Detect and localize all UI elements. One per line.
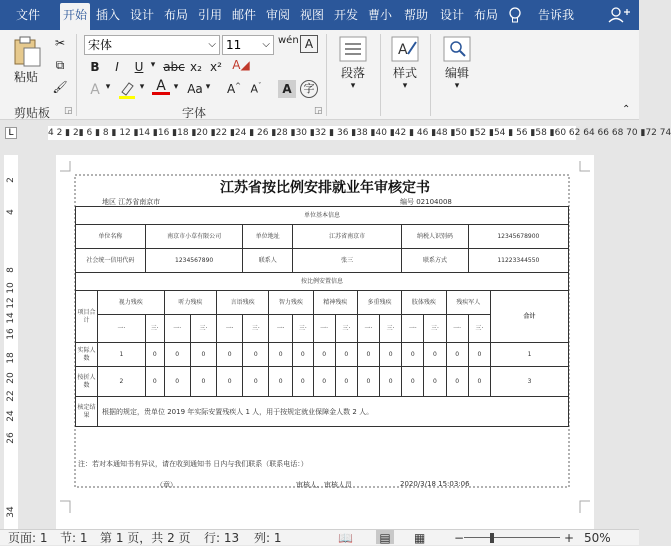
total-header: 合计 xyxy=(491,291,569,343)
tab-home[interactable]: 开始 xyxy=(60,3,90,30)
text-effects-icon[interactable]: A xyxy=(90,82,100,98)
ruler-number: 18 xyxy=(6,352,16,364)
strikethrough-button[interactable]: abc xyxy=(163,60,185,74)
category-header: 智力残疾 xyxy=(269,291,313,315)
group-divider xyxy=(380,34,381,116)
data-cell: 0 xyxy=(446,367,468,397)
grade-cell: 三· xyxy=(145,315,164,343)
grade-cell: 三· xyxy=(190,315,216,343)
data-cell: 0 xyxy=(313,343,335,367)
data-cell: 0 xyxy=(468,367,490,397)
data-cell: 0 xyxy=(357,367,379,397)
zoom-out-button[interactable]: − xyxy=(454,531,465,545)
data-cell: 0 xyxy=(313,367,335,397)
category-header: 多重残疾 xyxy=(357,291,401,315)
grade-cell: 一· xyxy=(98,315,146,343)
chevron-down-icon: ⌵ xyxy=(208,39,216,50)
data-cell: 0 xyxy=(164,367,190,397)
date-text: 2020/3/18 15:03:06 xyxy=(400,480,470,488)
grade-cell: 三· xyxy=(243,315,269,343)
category-header: 听力残疾 xyxy=(164,291,216,315)
chevron-down-icon: ▾ xyxy=(350,81,356,91)
group-divider xyxy=(76,34,77,116)
category-header: 言语残疾 xyxy=(217,291,269,315)
tab-view[interactable]: 视图 xyxy=(299,8,324,22)
shrink-font-icon[interactable]: $A^ˇ$ xyxy=(250,82,262,96)
footnote-text: 注：若对本通知书有异议，请在收到通知书 日内与我们联系（联系电话：） xyxy=(78,460,308,468)
grade-cell: 三· xyxy=(424,315,446,343)
print-layout-icon[interactable]: ▤ xyxy=(376,530,394,544)
change-case-icon[interactable]: Aa xyxy=(187,82,203,96)
page-count[interactable]: 第 1 页，共 2 页 xyxy=(100,531,191,545)
unit-name-value: 南京市小草有限公司 xyxy=(145,225,243,249)
data-cell: 0 xyxy=(243,367,269,397)
column-head-cell: 项目合计 xyxy=(76,291,98,343)
grade-cell: 一· xyxy=(446,315,468,343)
data-cell: 0 xyxy=(468,343,490,367)
column-indicator: 列: 1 xyxy=(254,531,282,545)
contact-value: 张三 xyxy=(293,249,402,273)
zoom-in-button[interactable]: + xyxy=(564,531,575,545)
clipboard-launcher-icon[interactable]: ◲ xyxy=(64,106,73,116)
tab-selector-icon[interactable]: L xyxy=(5,127,17,139)
ruler-number: 8 xyxy=(6,267,16,273)
styles-button[interactable] xyxy=(386,34,424,100)
credit-code-label: 社会统一信用代码 xyxy=(76,249,146,273)
unit-addr-value: 江苏省南京市 xyxy=(293,225,402,249)
phone-label: 联系方式 xyxy=(402,249,468,273)
ruler-number: 24 xyxy=(6,410,16,422)
ruler-number: 14 xyxy=(6,312,16,324)
ribbon-tab-bar xyxy=(0,0,639,30)
ruler-number: 10 xyxy=(6,282,16,294)
ruler-number: 20 xyxy=(6,372,16,384)
tab-review[interactable]: 审阅 xyxy=(265,8,290,22)
collapse-ribbon-icon[interactable]: ⌃ xyxy=(622,104,631,115)
stamp-text: （章） xyxy=(156,481,177,489)
data-cell: 0 xyxy=(269,343,293,367)
font-name-select[interactable] xyxy=(84,35,220,55)
zoom-slider-track[interactable] xyxy=(464,537,560,538)
character-shading-icon[interactable]: A xyxy=(278,80,296,98)
data-cell: 0 xyxy=(380,343,402,367)
contact-label: 联系人 xyxy=(243,249,293,273)
data-cell: 0 xyxy=(424,343,446,367)
data-cell: 0 xyxy=(217,367,243,397)
reviewer-text: 审核人、审核人员 xyxy=(296,481,352,489)
subscript-button[interactable]: x₂ xyxy=(190,60,202,74)
data-cell: 0 xyxy=(164,343,190,367)
zoom-level[interactable]: 50% xyxy=(584,531,611,545)
tax-id-label: 纳税人识别码 xyxy=(402,225,468,249)
unit-info-header: 单位基本信息 xyxy=(76,207,569,225)
ruler-number: 4 xyxy=(6,209,16,215)
svg-text:A: A xyxy=(398,42,408,58)
section-indicator[interactable]: 节: 1 xyxy=(60,531,88,545)
tab-design[interactable]: 设计 xyxy=(129,8,154,22)
verify-label: 核定结果 xyxy=(76,397,98,427)
ruler-number: 16 xyxy=(6,328,16,340)
phone-value: 11223344550 xyxy=(468,249,568,273)
read-mode-icon[interactable]: 📖 xyxy=(338,531,353,545)
ruler-number: 22 xyxy=(6,390,16,402)
row-label: 按折人数 xyxy=(76,367,98,397)
web-layout-icon[interactable]: ▦ xyxy=(414,531,426,545)
share-icon[interactable] xyxy=(604,0,634,30)
enclose-character-icon[interactable]: 字 xyxy=(300,80,318,98)
chevron-down-icon: ⌵ xyxy=(262,39,270,50)
data-cell: 0 xyxy=(402,367,424,397)
chevron-down-icon: ▾ xyxy=(454,81,460,91)
ruler-number: 12 xyxy=(6,297,16,309)
superscript-button[interactable]: x² xyxy=(210,60,222,74)
row-total: 3 xyxy=(491,367,569,397)
grow-font-icon[interactable]: A^ xyxy=(226,82,242,96)
tab-mailings[interactable]: 邮件 xyxy=(231,8,256,22)
group-divider xyxy=(430,34,431,116)
unit-addr-label: 单位地址 xyxy=(243,225,293,249)
ruler-number: 34 xyxy=(6,506,16,518)
number-text: 编号 02104008 xyxy=(400,198,452,206)
editing-button[interactable] xyxy=(438,34,476,100)
ruler-number: 2 xyxy=(6,177,16,183)
data-cell: 1 xyxy=(98,343,146,367)
phonetic-guide-icon[interactable]: wén xyxy=(278,35,299,46)
data-cell: 0 xyxy=(446,343,468,367)
grade-cell: 三· xyxy=(293,315,313,343)
vertical-ruler[interactable] xyxy=(4,155,18,529)
cut-icon[interactable]: ✂ xyxy=(54,36,66,50)
data-cell: 0 xyxy=(380,367,402,397)
font-size-value: 11 xyxy=(226,38,242,52)
credit-code-value: 1234567890 xyxy=(145,249,243,273)
category-header: 视力残疾 xyxy=(98,291,165,315)
grade-cell: 一· xyxy=(402,315,424,343)
underline-button[interactable]: U xyxy=(134,60,144,74)
chevron-down-icon[interactable]: ▾ xyxy=(105,82,111,92)
lightbulb-icon[interactable] xyxy=(508,0,524,30)
verify-text: 根据的规定，贵单位 2019 年实际安置残疾人 1 人，用于按规定就业保障金人数 2 人。 xyxy=(98,397,569,427)
category-header: 肢体残疾 xyxy=(402,291,446,315)
clear-formatting-icon[interactable]: A◢ xyxy=(232,58,250,72)
tab-table-design[interactable]: 设计 xyxy=(439,8,464,22)
chevron-down-icon: ▾ xyxy=(402,81,408,91)
grade-cell: 三· xyxy=(380,315,402,343)
grade-cell: 一· xyxy=(217,315,243,343)
unit-name-label: 单位名称 xyxy=(76,225,146,249)
chevron-down-icon[interactable]: ▾ xyxy=(205,82,211,92)
verification-form-table xyxy=(75,206,569,427)
tab-insert[interactable]: 插入 xyxy=(95,8,120,22)
grade-cell: 一· xyxy=(313,315,335,343)
data-cell: 0 xyxy=(402,343,424,367)
category-header: 精神残疾 xyxy=(313,291,357,315)
font-launcher-icon[interactable]: ◲ xyxy=(314,106,323,116)
horizontal-ruler[interactable]: 4 2 ▮ 2▮ 6 ▮ 8 ▮ 12 ▮14 ▮16 ▮18 ▮20 ▮22 ▮24 ▮ 26 ▮28 ▮30 ▮32 ▮ 36 ▮38 ▮40 ▮42 ▮ 46 ▮48 ▮50 ▮52 ▮54 ▮ 56 ▮58 ▮60 62 64 66 68 70 ▮72 74 xyxy=(48,128,671,138)
data-cell: 0 xyxy=(145,367,164,397)
data-cell: 0 xyxy=(335,343,357,367)
tab-table-layout[interactable]: 布局 xyxy=(473,8,498,22)
data-cell: 0 xyxy=(293,343,313,367)
chevron-down-icon[interactable]: ▾ xyxy=(150,60,156,70)
paste-label: 粘贴 xyxy=(13,70,38,84)
status-bar xyxy=(0,529,639,545)
page-indicator[interactable]: 页面: 1 xyxy=(8,531,48,545)
data-cell: 0 xyxy=(424,367,446,397)
editing-label: 编辑 xyxy=(444,66,469,80)
grade-cell: 一· xyxy=(164,315,190,343)
copy-icon[interactable]: ⧉ xyxy=(55,58,65,72)
paste-button[interactable] xyxy=(6,36,46,90)
row-label: 实际人数 xyxy=(76,343,98,367)
font-size-select[interactable] xyxy=(222,35,274,55)
region-text: 地区 江苏省南京市 xyxy=(102,198,161,206)
zoom-slider-thumb[interactable] xyxy=(490,533,494,543)
grade-cell: 三· xyxy=(335,315,357,343)
character-border-icon[interactable]: A xyxy=(300,35,318,53)
employ-info-header: 按比例安置信息 xyxy=(76,273,569,291)
data-cell: 0 xyxy=(217,343,243,367)
tab-references[interactable]: 引用 xyxy=(197,8,222,22)
grade-cell: 一· xyxy=(357,315,379,343)
category-header: 残疾军人 xyxy=(446,291,490,315)
font-color-icon[interactable]: A xyxy=(152,78,170,98)
tell-me-button[interactable]: 告诉我 xyxy=(537,8,574,22)
data-cell: 0 xyxy=(243,343,269,367)
format-painter-icon[interactable]: 🖌 xyxy=(52,80,68,94)
tab-help[interactable]: 帮助 xyxy=(403,8,428,22)
data-cell: 0 xyxy=(269,367,293,397)
tax-id-value: 12345678900 xyxy=(468,225,568,249)
row-total: 1 xyxy=(491,343,569,367)
ruler-number: 26 xyxy=(6,432,16,444)
data-cell: 0 xyxy=(190,343,216,367)
grade-cell: 一· xyxy=(269,315,293,343)
tab-developer[interactable]: 开发 xyxy=(333,8,358,22)
bold-button[interactable]: B xyxy=(90,60,100,74)
paragraph-button[interactable] xyxy=(334,34,372,100)
row-indicator: 行: 13 xyxy=(204,531,240,545)
group-divider xyxy=(326,34,327,116)
highlight-icon[interactable] xyxy=(118,80,136,100)
chevron-down-icon[interactable]: ▾ xyxy=(173,82,179,92)
data-cell: 2 xyxy=(98,367,146,397)
grade-cell: 三· xyxy=(468,315,490,343)
data-cell: 0 xyxy=(190,367,216,397)
data-cell: 0 xyxy=(357,343,379,367)
tab-cao[interactable]: 曹小 xyxy=(367,8,392,22)
font-name-value: 宋体 xyxy=(88,38,113,52)
chevron-down-icon[interactable]: ▾ xyxy=(139,82,145,92)
font-group-label: 字体 xyxy=(182,106,207,120)
data-cell: 0 xyxy=(335,367,357,397)
ribbon-home xyxy=(0,30,639,120)
document-title: 江苏省按比例安排就业年审核定书 xyxy=(220,180,430,196)
clipboard-group-label: 剪贴板 xyxy=(14,106,51,120)
data-cell: 0 xyxy=(293,367,313,397)
italic-button[interactable]: I xyxy=(115,60,119,74)
data-cell: 0 xyxy=(145,343,164,367)
tab-layout[interactable]: 布局 xyxy=(163,8,188,22)
styles-label: 样式 xyxy=(392,66,417,80)
document-page[interactable] xyxy=(56,155,594,529)
paragraph-label: 段落 xyxy=(340,66,365,80)
tab-file[interactable]: 文件 xyxy=(15,8,40,22)
